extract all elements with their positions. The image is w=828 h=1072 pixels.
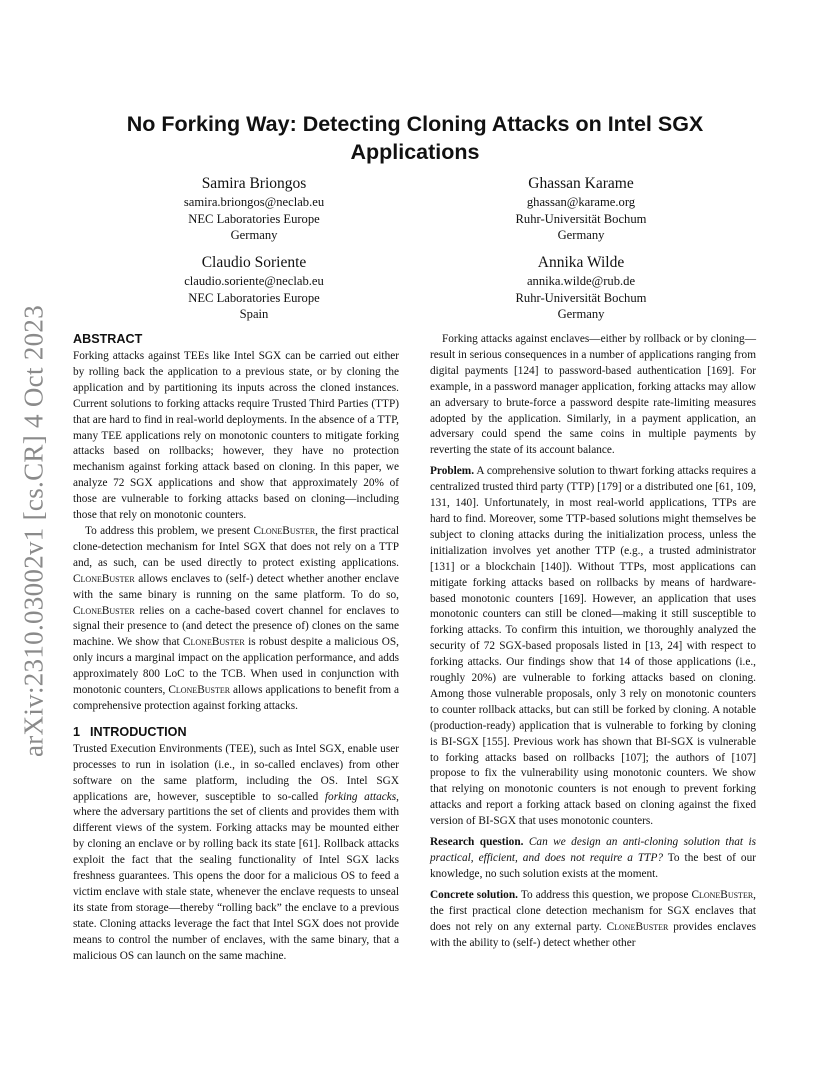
system-name: CloneBuster: [73, 572, 135, 585]
author-block-3: [134, 253, 374, 323]
author-country: Spain: [239, 307, 269, 321]
abstract-paragraph-1: Forking attacks against TEEs like Intel SGX can be carried out either by rolling back the application to a previous state, or by cloning the application and by partitioning its inputs across the cloned instances. Current solutions to forking attacks require Trusted Third Parties (TTP) that are hard to find in real-world deployments. In the absence of a TTP, many TEE applications rely on monotonic counters to mitigate forking attacks based on rollbacks; however, they have no protection mechanism against forking attack based on cloning. In this paper, we analyze 72 SGX applications and show that approximately 20% of those are vulnerable to forking attacks based on cloning—including those that rely on monotonic counters.: [73, 350, 399, 522]
emphasis-forking-attacks: forking attacks: [324, 790, 397, 803]
title-line-2: Applications: [350, 140, 480, 164]
research-question-text: Can we design an anti-cloning solution that is practical, efficient, and does not require a TTP?: [430, 836, 756, 864]
author-block-4: [461, 253, 701, 323]
system-name: CloneBuster: [253, 524, 316, 537]
author-name: Annika Wilde: [537, 254, 625, 271]
author-affiliation: Ruhr-Universität Bochum: [515, 211, 647, 226]
system-name: CloneBuster: [606, 920, 669, 933]
abstract-heading: ABSTRACT: [73, 332, 143, 346]
left-column: [73, 330, 399, 965]
introduction-heading: [73, 723, 399, 741]
problem-paragraph: Problem. A comprehensive solution to thwart forking attacks requires a centralized trusted third party (TTP) [179] or a distributed one [61, 109, 131, 140]. Unfortunately, in most real-world applications, TTPs are hard to find. Moreover, some TTP-based solutions might themselves be subject to cloning attacks during the initialization process, unless the initialization involves yet another TTP (e.g., a trusted administrator [131] or a blockchain [140]). Without TTPs, most applications can mitigate forking attacks based on rollbacks by means of hardware-based monotonic counters [169]. However, an application that uses monotonic counters can still be cloned—making it still susceptible to forking attacks. To confirm this intuition, we thoroughly analyzed the security of 72 SGX-based proposals listed in [13, 24] with respect to forking attacks. Our findings show that 14 of those applications (i.e., roughly 20%) are vulnerable to forking attacks based on cloning. Among those vulnerable proposals, only 3 rely on monotonic counters to counter rollback attacks, but can still be forked by cloning. A notable (production-ready) application that is vulnerable to forking by cloning is BI-SGX [155]. Previous work has shown that BI-SGX is vulnerable to forking attacks based on rollbacks [107]; the authors of [107] propose to fix the vulnerability using monotonic counters. We show that relying on monotonic counters is not enough to prevent forking attacks and report a forking attack based on cloning against the fixed version of BI-SGX that uses monotonic counters.: [430, 465, 756, 828]
author-name: Ghassan Karame: [528, 175, 634, 192]
system-name: CloneBuster: [73, 604, 135, 617]
abstract-paragraph-2: To address this problem, we present CloneBuster, the first practical clone-detection mechanism for Intel SGX that does not rely on a TTP and, as such, can be used directly to protect existing applications. CloneBuster allows enclaves to (self-) detect whether another enclave with the same binary is running on the same platform. To do so, CloneBuster relies on a cache-based covert channel for enclaves to signal their presence to (and detect the presence of) clones on the same machine. We show that CloneBuster is robust despite a malicious OS, only incurs a marginal impact on the application performance, and adds approximately 800 LoC to the TCB. When used in conjunction with monotonic counters, CloneBuster allows applications to benefit from a comprehensive protection against forking attacks.: [73, 524, 399, 712]
author-name: Samira Briongos: [201, 175, 307, 192]
right-column: [430, 332, 756, 951]
author-email: ghassan@karame.org: [526, 195, 636, 209]
author-email: annika.wilde@rub.de: [526, 274, 636, 288]
author-affiliation: NEC Laboratories Europe: [188, 211, 320, 226]
author-affiliation: NEC Laboratories Europe: [188, 290, 320, 305]
title-line-1: No Forking Way: Detecting Cloning Attacks on Intel SGX: [126, 112, 704, 136]
research-question-paragraph: Research question. Can we design an anti-cloning solution that is practical, efficient, and does not require a TTP? To the best of our knowledge, no such solution exists at the moment.: [430, 836, 756, 880]
system-name: CloneBuster: [182, 636, 245, 649]
system-name: CloneBuster: [691, 888, 754, 901]
author-block-1: [134, 174, 374, 244]
author-affiliation: Ruhr-Universität Bochum: [515, 290, 647, 305]
concrete-solution-label: Concrete solution.: [430, 888, 518, 901]
author-country: Germany: [557, 307, 605, 321]
system-name: CloneBuster: [168, 684, 231, 697]
research-question-label: Research question.: [430, 836, 524, 849]
introduction-paragraph-1: Trusted Execution Environments (TEE), such as Intel SGX, enable user processes to run in isolation (i.e., in so-called enclaves) from other software on the same platform, including the OS. Intel SGX applications are, however, susceptible to so-called forking attacks, where the adversary partitions the set of clients and provides them with different views of the system. Forking attacks may be mounted either by cloning an enclave or by rolling back its state [61]. Rollback attacks exploit the fact that the sealing functionality of Intel SGX lacks freshness guarantees. This opens the door for a malicious OS to feed a victim enclave with stale state, whenever the enclave requests to unseal its state from storage—thereby “rolling back” the enclave to a previous state. Cloning attacks leverage the fact that Intel SGX does not provide means to control the number of enclaves, with the same binary, that a malicious OS can launch on the same machine.: [73, 742, 399, 962]
right-paragraph-1: Forking attacks against enclaves—either by rollback or by cloning—result in serious consequences in a number of applications ranging from digital payments [124] to password-based authentication [169]. For example, in a password manager application, forking attacks may allow an adversary to brute-force a password despite rate-limiting measures adopted by the application. Similarly, in a payment application, an adversary could spend the same coins in multiple payments by reverting the state of its account balance.: [430, 333, 756, 457]
arxiv-identifier: arXiv:2310.03002v1 [cs.CR] 4 Oct 2023: [18, 304, 49, 758]
section-title: INTRODUCTION: [90, 724, 187, 739]
author-country: Germany: [557, 228, 605, 242]
author-email: claudio.soriente@neclab.eu: [184, 274, 324, 288]
problem-label: Problem.: [430, 465, 475, 478]
author-block-2: [461, 174, 701, 244]
arxiv-stamp: [14, 296, 54, 766]
section-number: 1: [73, 724, 81, 739]
concrete-solution-paragraph: Concrete solution. To address this question, we propose CloneBuster, the first practical clone detection mechanism for SGX enclaves that does not rely on any external party. CloneBuster provides enclaves with the ability to (self-) detect whether other: [430, 888, 756, 949]
paper-title: [100, 110, 730, 166]
author-name: Claudio Soriente: [201, 254, 307, 271]
author-email: samira.briongos@neclab.eu: [183, 195, 325, 209]
author-country: Germany: [230, 228, 278, 242]
